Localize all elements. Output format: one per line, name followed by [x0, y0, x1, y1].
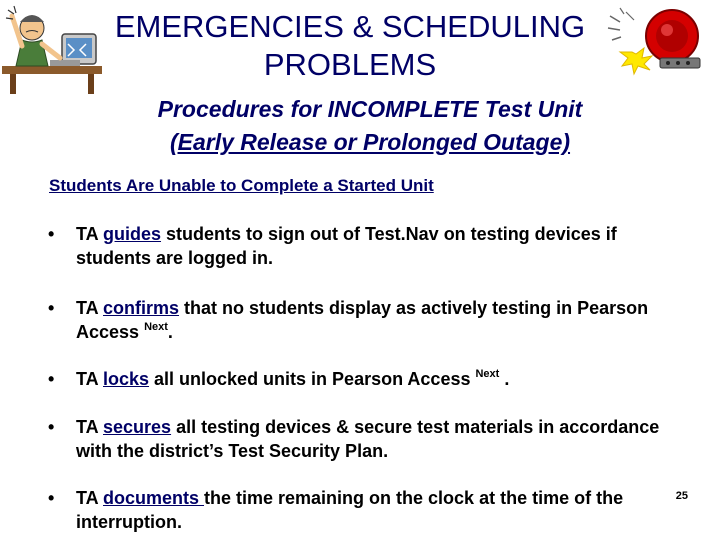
superscript-next: Next: [144, 321, 168, 333]
alarm-bell-icon: [606, 6, 710, 76]
list-item: [48, 222, 688, 270]
subtitle-line-2: (Early Release or Prolonged Outage): [169, 129, 571, 155]
bullet-text: the time remaining on the clock at the time of the interruption.: [76, 488, 624, 532]
bullet-text: all unlocked units in Pearson Access: [149, 369, 476, 389]
bullet-icon: •: [48, 369, 55, 389]
list-item: [48, 486, 658, 534]
title-line-1: EMERGENCIES & SCHEDULING: [114, 9, 586, 44]
bullet-suffix: .: [499, 369, 510, 389]
page-number: 25: [675, 490, 688, 502]
bullet-action-verb: documents: [103, 488, 205, 508]
slide-subtitle: [80, 93, 660, 159]
bullet-prefix: TA: [76, 417, 103, 437]
bullet-action-verb: confirms: [103, 298, 180, 318]
superscript-next: Next: [475, 368, 500, 380]
bullet-action-verb: guides: [103, 224, 162, 244]
list-item: [48, 367, 688, 391]
bullet-prefix: TA: [76, 369, 103, 389]
bullet-prefix: TA: [76, 298, 103, 318]
bullet-action-verb: locks: [103, 369, 150, 389]
bullet-prefix: TA: [76, 488, 103, 508]
bullet-icon: •: [48, 298, 55, 318]
list-item: [48, 415, 688, 463]
section-heading: Students Are Unable to Complete a Started Unit: [49, 176, 434, 195]
bullet-suffix: .: [167, 322, 173, 342]
subtitle-line-1: Procedures for INCOMPLETE Test Unit: [157, 96, 583, 122]
bullet-icon: •: [48, 488, 55, 508]
bullet-text: that no students display as actively testing in Pearson Access: [76, 298, 649, 342]
frustrated-computer-user-icon: [2, 4, 102, 96]
bullet-icon: •: [48, 417, 55, 437]
slide-title: [100, 8, 600, 84]
title-line-2: PROBLEMS: [263, 47, 437, 82]
bullet-prefix: TA: [76, 224, 103, 244]
bullet-text: all testing devices & secure test materials in accordance with the district’s Test Security Plan.: [76, 417, 660, 461]
list-item: [48, 296, 688, 344]
bullet-action-verb: secures: [103, 417, 172, 437]
bullet-text: students to sign out of Test.Nav on testing devices if students are logged in.: [76, 224, 617, 268]
bullet-icon: •: [48, 224, 55, 244]
